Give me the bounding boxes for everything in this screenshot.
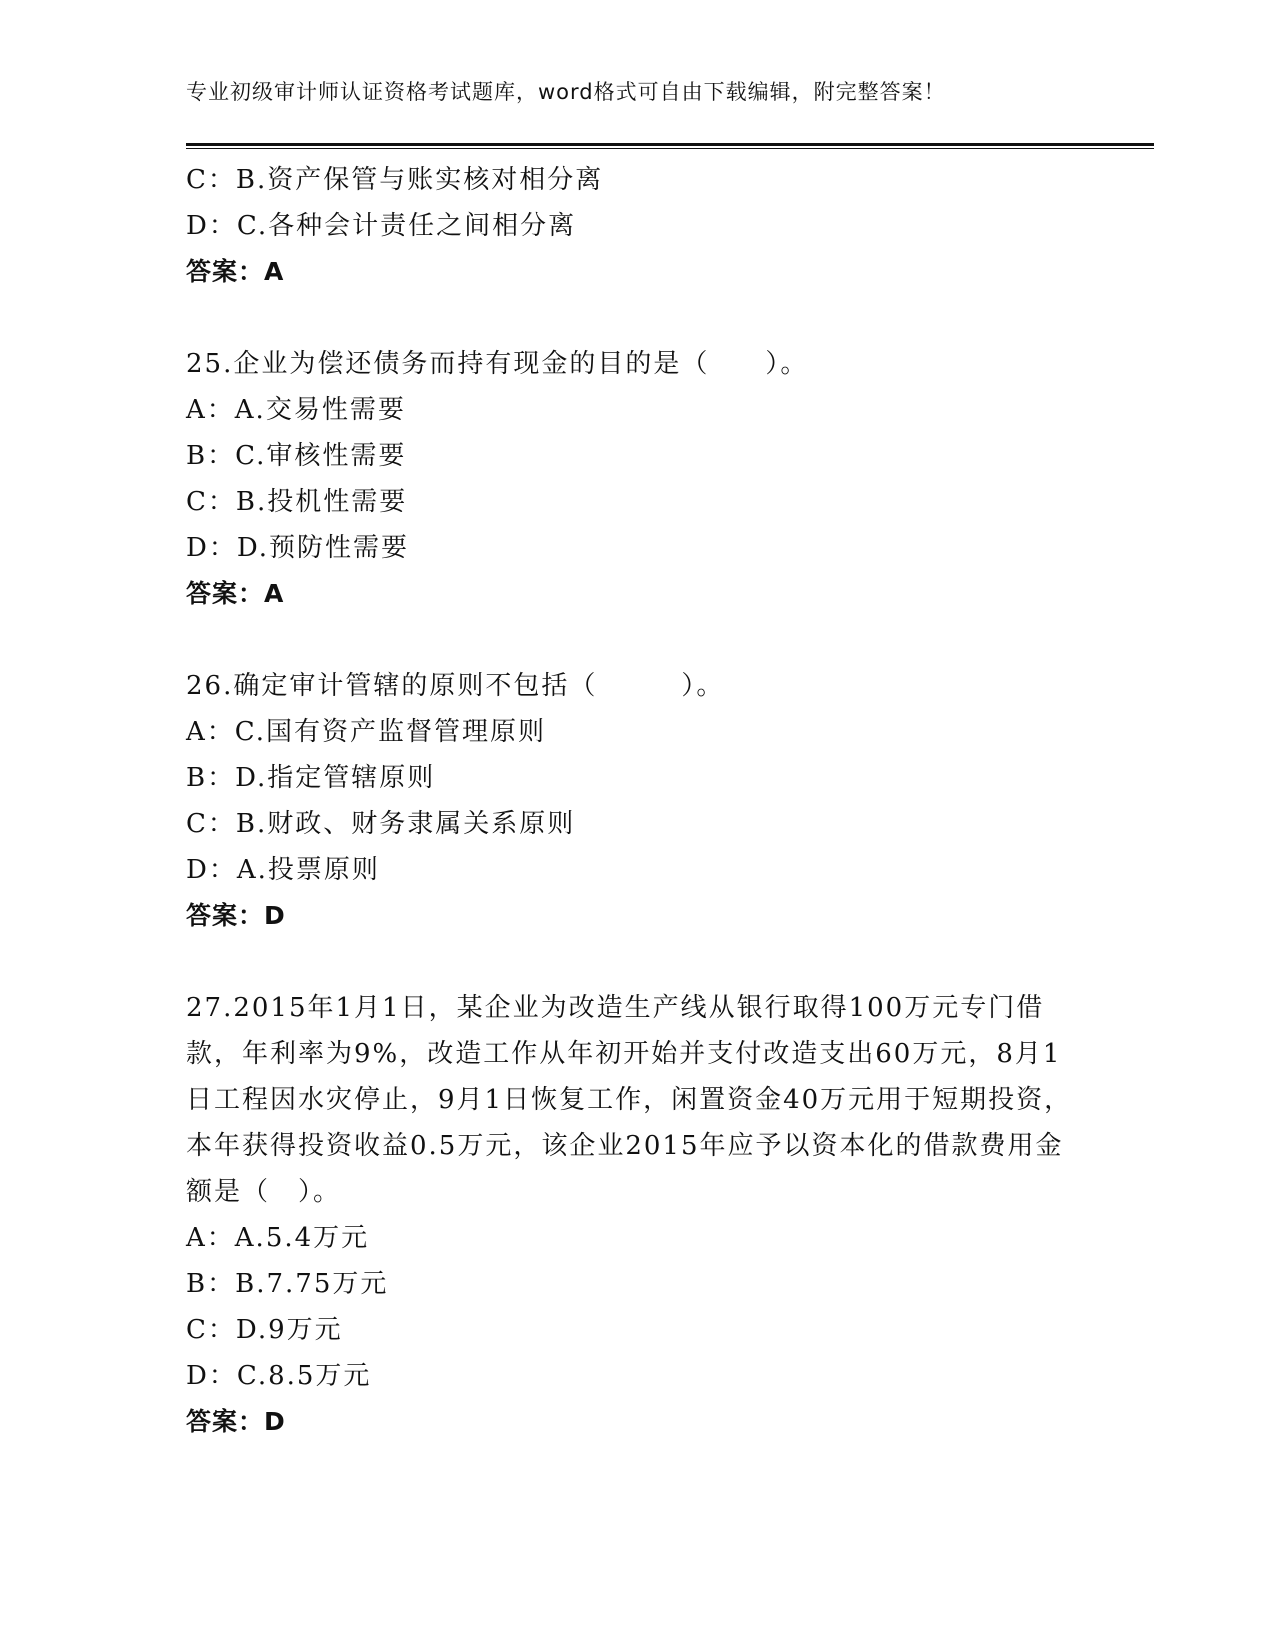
option-b: B：B.7.75万元 — [186, 1269, 389, 1299]
question-26 — [186, 663, 1086, 939]
option-c: C：B.财政、财务隶属关系原则 — [186, 809, 576, 839]
question-stem: 26.确定审计管辖的原则不包括（ ）。 — [186, 671, 725, 701]
option-d: D：D.预防性需要 — [186, 533, 410, 563]
option-c: C：D.9万元 — [186, 1315, 343, 1345]
option-d: D：C.各种会计责任之间相分离 — [186, 211, 577, 241]
page-header: 专业初级审计师认证资格考试题库，word格式可自由下载编辑，附完整答案！ — [186, 80, 946, 104]
option-a: A：C.国有资产监督管理原则 — [186, 717, 547, 747]
spacer — [186, 295, 1086, 341]
question-25 — [186, 341, 1086, 617]
answer-label: 答案：A — [186, 579, 285, 608]
question-stem: 27.2015年1月1日，某企业为改造生产线从银行取得100万元专门借款，年利率为9%，改造工作从年初开始并支付改造支出60万元，8月1日工程因水灾停止，9月1日恢复工作，闲置资金40万元用于短期投资，本年获得投资收益0.5万元，该企业2015年应予以资本化的借款费用金额是（ ）。 — [186, 993, 1073, 1207]
option-b: B：C.审核性需要 — [186, 441, 407, 471]
header-rule-thin — [186, 148, 1154, 149]
spacer — [186, 939, 1086, 985]
question-stem: 25.企业为偿还债务而持有现金的目的是（ ）。 — [186, 349, 809, 379]
answer-label: 答案：D — [186, 901, 286, 930]
option-b: B：D.指定管辖原则 — [186, 763, 436, 793]
header-rule-thick — [186, 143, 1154, 146]
question-24-continuation — [186, 157, 1086, 295]
option-d: D：C.8.5万元 — [186, 1361, 372, 1391]
option-d: D：A.投票原则 — [186, 855, 380, 885]
answer-label: 答案：D — [186, 1407, 286, 1436]
answer-label: 答案：A — [186, 257, 285, 286]
option-a: A：A.5.4万元 — [186, 1223, 370, 1253]
spacer — [186, 617, 1086, 663]
question-27 — [186, 985, 1086, 1445]
option-c: C：B.投机性需要 — [186, 487, 408, 517]
question-content — [186, 157, 1086, 1445]
option-c: C：B.资产保管与账实核对相分离 — [186, 165, 604, 195]
option-a: A：A.交易性需要 — [186, 395, 406, 425]
